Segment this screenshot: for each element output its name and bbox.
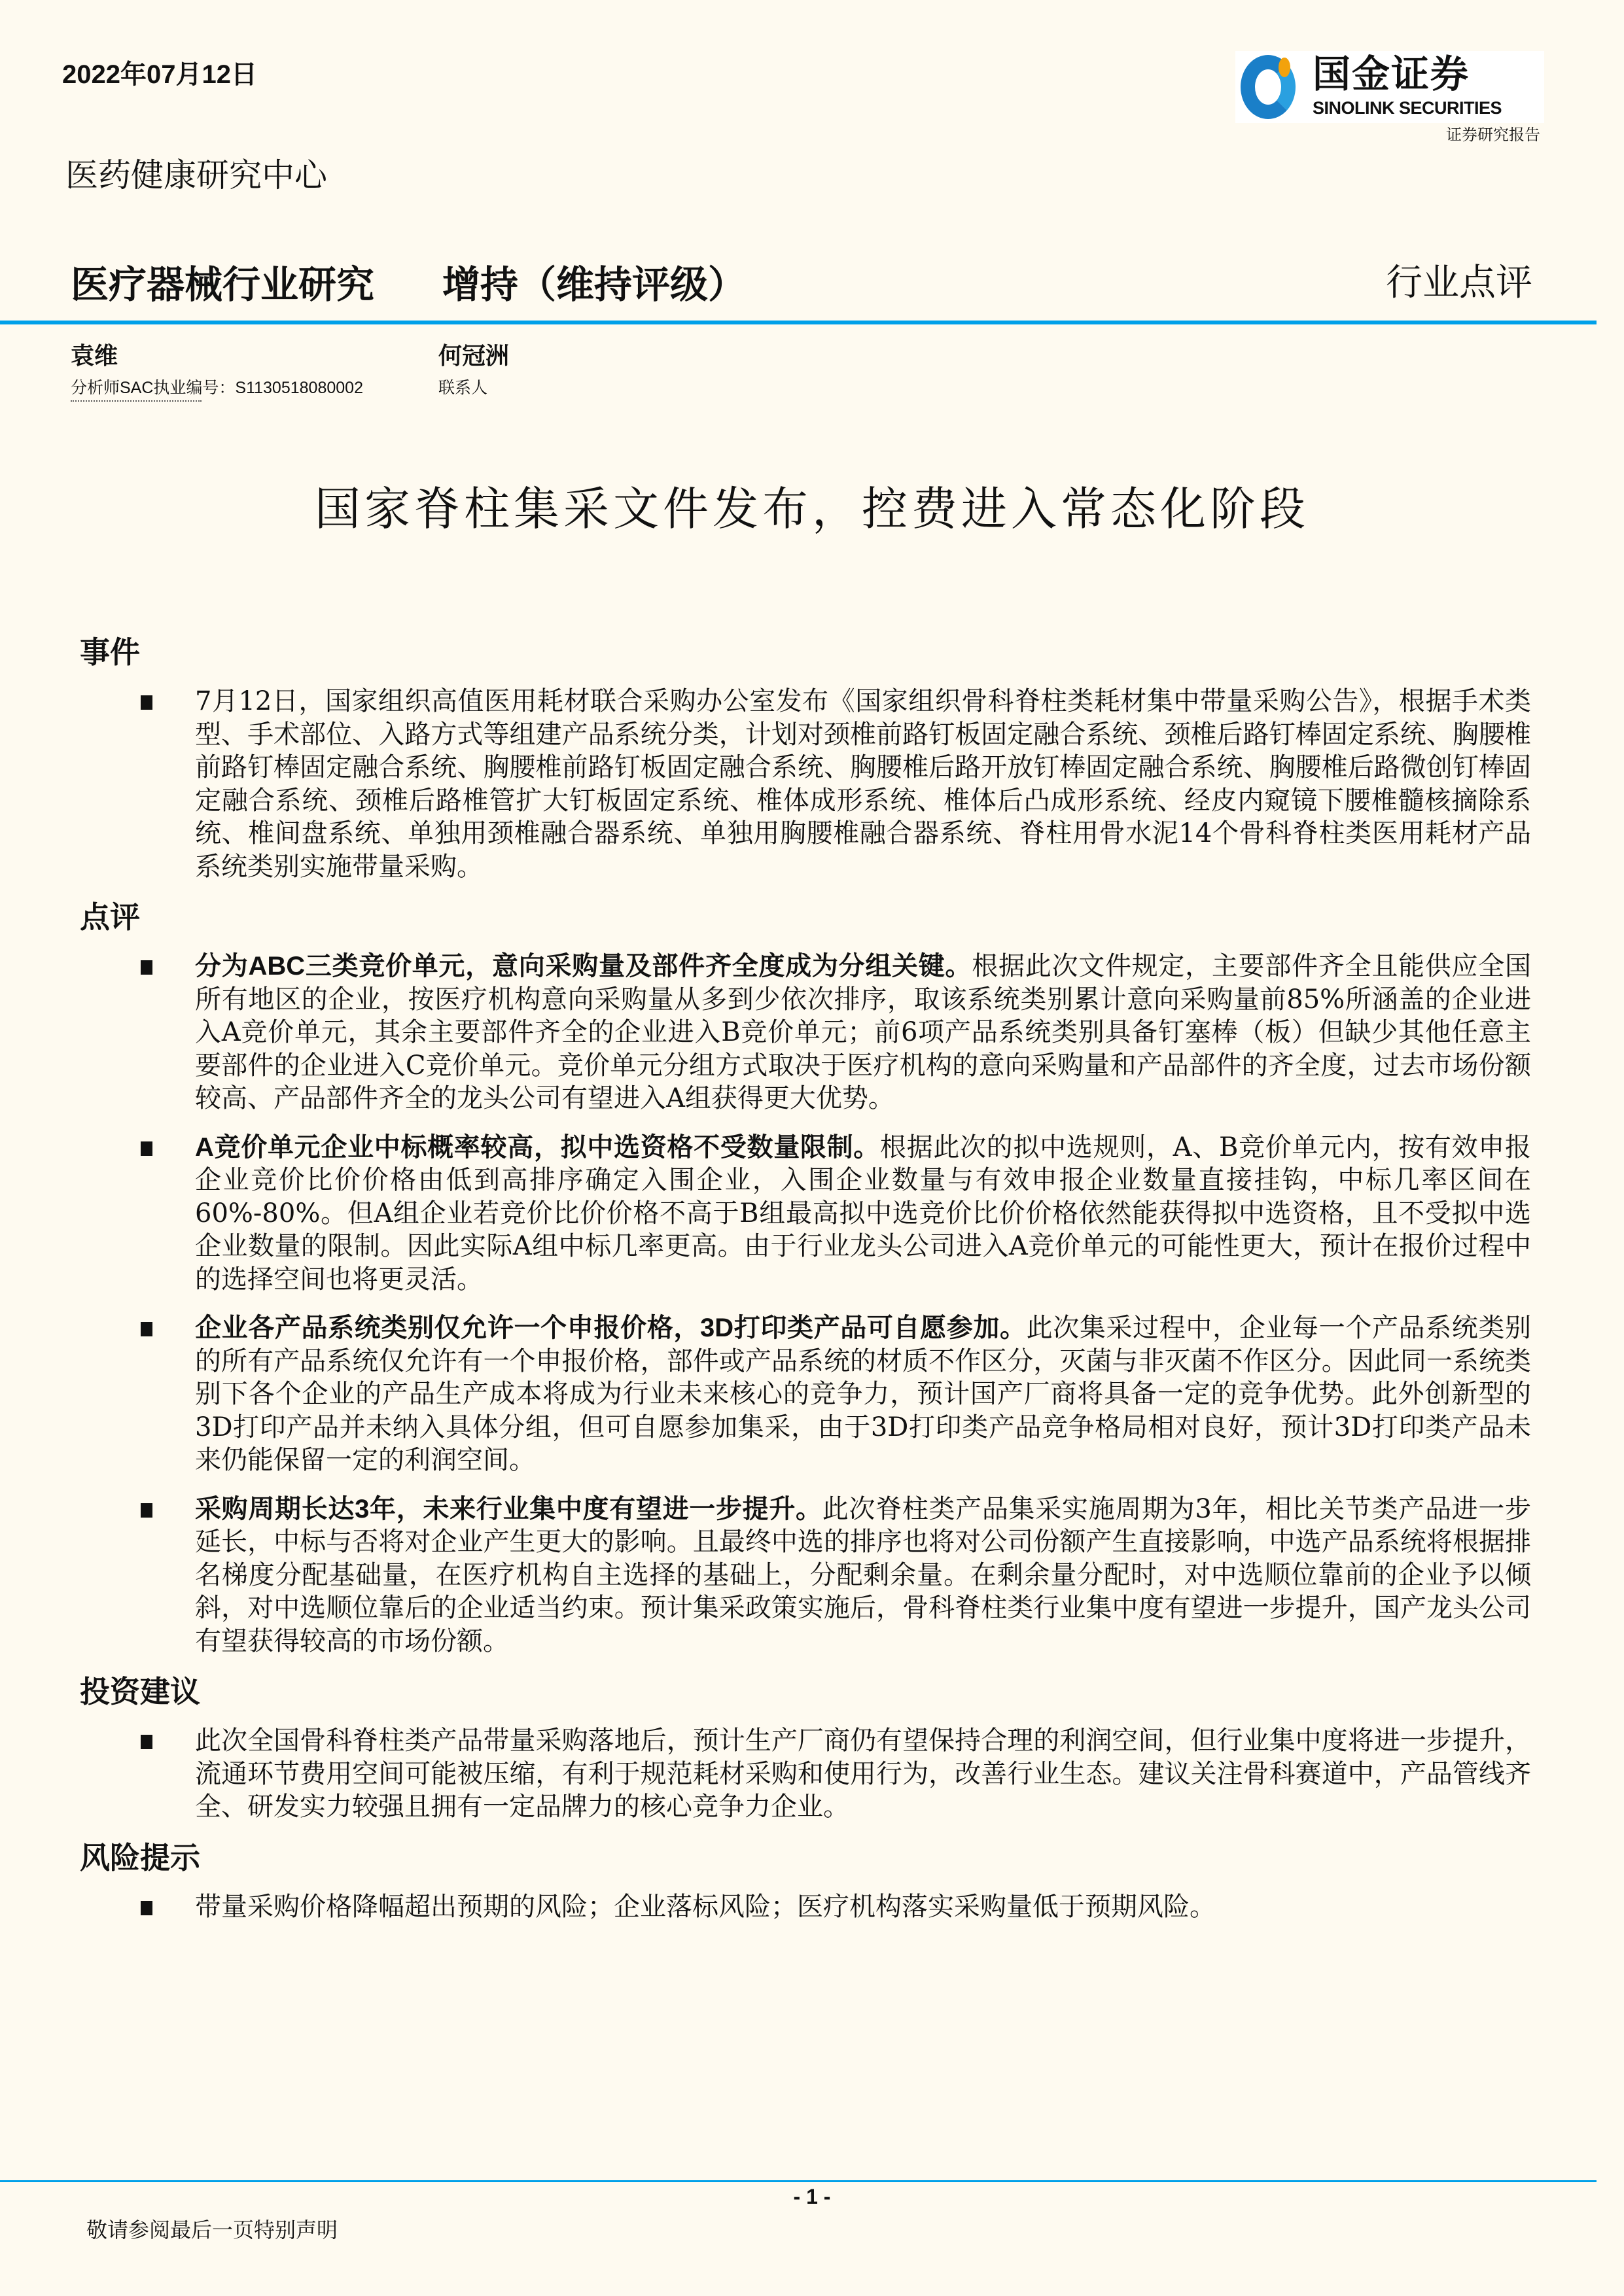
- bullet-icon: [141, 1141, 152, 1156]
- bullet-item: [141, 1493, 1531, 1658]
- sinolink-logo: [1235, 51, 1544, 123]
- body-text: 根据此次的拟中选规则，A、B竞价单元内，按有效申报企业竞价比价价格由低到高排序确定入围企业，入围企业数量与有效申报企业数量直接挂钩，中标几率区间在60%-80%。但A组企业若竞价比价价格不高于B组最高拟中选竞价比价价格依然能获得拟中选资格，且不受拟中选企业数量的限制。因此实际A组中标几率更高。由于行业龙头公司进入A竞价单元的可能性更大，预计在报价过程中的选择空间也将更灵活。: [195, 1132, 1531, 1295]
- logo-dot-icon: [1279, 58, 1290, 77]
- disclaimer-note: 敬请参阅最后一页特别声明: [86, 2218, 338, 2242]
- author-info: 联系人: [438, 379, 488, 397]
- bullet-item: [141, 685, 1531, 883]
- author-link-underline: [71, 400, 202, 402]
- body-text: 7月12日，国家组织高值医用耗材联合采购办公室发布《国家组织骨科脊柱类耗材集中带量采购公告》，根据手术类型、手术部位、入路方式等组建产品系统分类，计划对颈椎前路钉板固定融合系统、颈椎后路钉棒固定系统、胸腰椎前路钉棒固定融合系统、胸腰椎前路钉板固定融合系统、胸腰椎后路开放钉棒固定融合系统、胸腰椎后路微创钉棒固定融合系统、颈椎后路椎管扩大钉板固定系统、椎体成形系统、椎体后凸成形系统、经皮内窥镜下腰椎髓核摘除系统、椎间盘系统、单独用颈椎融合器系统、单独用胸腰椎融合器系统、脊柱用骨水泥14个骨科脊柱类医用耗材产品系统类别实施带量采购。: [195, 686, 1531, 882]
- report-date: 2022年07月12日: [62, 60, 257, 89]
- page-number: - 1 -: [793, 2185, 831, 2208]
- body-text: 带量采购价格降幅超出预期的风险；企业落标风险；医疗机构落实采购量低于预期风险。: [195, 1891, 1216, 1922]
- body-text: 根据此次文件规定，主要部件齐全且能供应全国所有地区的企业，按医疗机构意向采购量从多到少依次排序，取该系统类别累计意向采购量前85%所涵盖的企业进入A竞价单元，其余主要部件齐全的企业进入B竞价单元；前6项产品系统类别具备钉塞棒（板）但缺少其他任意主要部件的企业进入C竞价单元。竞价单元分组方式取决于医疗机构的意向采购量和产品部件的齐全度，过去市场份额较高、产品部件齐全的龙头公司有望进入A组获得更大优势。: [195, 951, 1532, 1113]
- author-name: 何冠洲: [438, 342, 510, 370]
- lead: 企业各产品系统类别仅允许一个申报价格，3D打印类产品可自愿参加。: [195, 1313, 1027, 1342]
- bullet-icon: [141, 695, 152, 710]
- body-text: 此次全国骨科脊柱类产品带量采购落地后，预计生产厂商仍有望保持合理的利润空间，但行业集中度将进一步提升，流通环节费用空间可能被压缩，有利于规范耗材采购和使用行为，改善行业生态。建议关注骨科赛道中，产品管线齐全、研发实力较强且拥有一定品牌力的核心竞争力企业。: [195, 1726, 1531, 1822]
- bullet-icon: [141, 1503, 152, 1518]
- footer-divider: [0, 2180, 1597, 2182]
- bullet-icon: [141, 960, 152, 975]
- author-name: 袁维: [71, 342, 118, 370]
- industry-label: 医疗器械行业研究: [71, 264, 375, 306]
- bullet-item: [141, 1131, 1531, 1296]
- logo-en-text: SINOLINK SECURITIES: [1313, 98, 1502, 118]
- bullet-item: [141, 1312, 1531, 1477]
- lead: 采购周期长达3年，未来行业集中度有望进一步提升。: [195, 1494, 822, 1523]
- bullet-icon: [141, 1901, 152, 1915]
- section-heading: 点评: [80, 899, 140, 935]
- section-heading: 风险提示: [80, 1839, 200, 1875]
- section-heading: 事件: [80, 635, 140, 670]
- rating-label: 增持（维持评级）: [442, 264, 747, 306]
- section-heading: 投资建议: [80, 1674, 200, 1709]
- logo-cn-text: 国金证券: [1313, 53, 1470, 96]
- report-title: 国家脊柱集采文件发布，控费进入常态化阶段: [315, 482, 1309, 536]
- report-body: [0, 625, 1624, 1939]
- body-text: 此次集采过程中，企业每一个产品系统类别的所有产品系统仅允许有一个申报价格，部件或产品系统的材质不作区分，灭菌与非灭菌不作区分。因此同一系统类别下各个企业的产品生产成本将成为行业未来核心的竞争力，预计国产厂商将具备一定的竞争优势。此外创新型的3D打印产品并未纳入具体分组，但可自愿参加集采，由于3D打印类产品竞争格局相对良好，预计3D打印类产品未来仍能保留一定的利润空间。: [195, 1313, 1531, 1475]
- logo-subtitle: 证券研究报告: [1446, 126, 1540, 144]
- bullet-item: [141, 1724, 1531, 1824]
- bullet-item: [141, 1890, 1531, 1924]
- bullet-icon: [141, 1322, 152, 1336]
- lead: 分为ABC三类竞价单元，意向采购量及部件齐全度成为分组关键。: [195, 952, 972, 981]
- header-divider: [0, 321, 1597, 324]
- author-info: 分析师SAC执业编号：S1130518080002: [71, 379, 363, 397]
- report-type: 行业点评: [1386, 262, 1532, 304]
- bullet-icon: [141, 1735, 152, 1749]
- bullet-item: [141, 950, 1531, 1115]
- lead: A竞价单元企业中标概率较高，拟中选资格不受数量限制。: [195, 1132, 880, 1162]
- research-center: 医药健康研究中心: [65, 156, 327, 194]
- body-text: 此次脊柱类产品集采实施周期为3年，相比关节类产品进一步延长，中标与否将对企业产生更大的影响。且最终中选的排序也将对公司份额产生直接影响，中选产品系统将根据排名梯度分配基础量，在医疗机构自主选择的基础上，分配剩余量。在剩余量分配时，对中选顺位靠前的企业予以倾斜，对中选顺位靠后的企业适当约束。预计集采政策实施后，骨科脊柱类行业集中度有望进一步提升，国产龙头公司有望获得较高的市场份额。: [195, 1493, 1532, 1656]
